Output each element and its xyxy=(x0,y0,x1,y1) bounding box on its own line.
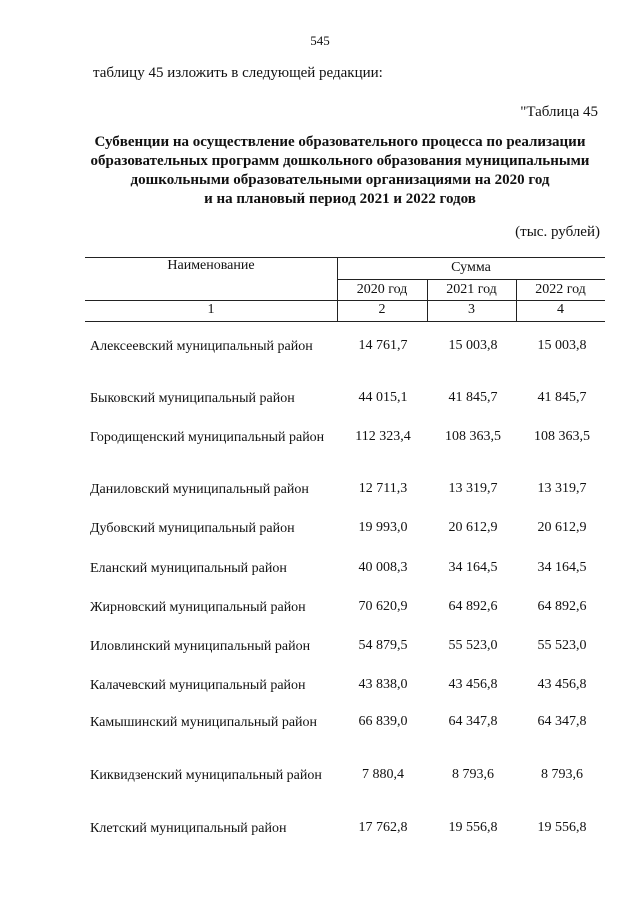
header-name: Наименование xyxy=(167,258,255,273)
row-value-2020: 17 762,8 xyxy=(358,820,408,835)
row-value-2021: 41 845,7 xyxy=(448,390,498,405)
row-value-2020: 70 620,9 xyxy=(358,599,408,614)
col-number-4: 4 xyxy=(557,302,564,317)
row-value-2020: 43 838,0 xyxy=(358,677,408,692)
row-value-2022: 64 347,8 xyxy=(537,714,587,729)
header-year-2021: 2021 год xyxy=(446,282,497,297)
row-value-2021: 108 363,5 xyxy=(445,429,501,444)
row-name: Киквидзенский муниципальный район xyxy=(90,768,322,783)
row-value-2021: 64 892,6 xyxy=(448,599,498,614)
page-number: 545 xyxy=(310,33,330,48)
row-value-2021: 19 556,8 xyxy=(448,820,498,835)
row-name: Иловлинский муниципальный район xyxy=(90,639,311,654)
row-value-2022: 19 556,8 xyxy=(537,820,587,835)
row-value-2022: 43 456,8 xyxy=(537,677,587,692)
table-label: "Таблица 45 xyxy=(520,104,598,120)
row-value-2021: 34 164,5 xyxy=(448,560,498,575)
row-value-2020: 19 993,0 xyxy=(358,520,408,535)
row-name: Быковский муниципальный район xyxy=(90,391,295,406)
row-value-2022: 13 319,7 xyxy=(537,481,587,496)
col-number-2: 2 xyxy=(378,302,386,317)
row-value-2022: 41 845,7 xyxy=(537,390,587,405)
col-number-3: 3 xyxy=(468,302,475,317)
intro-text: таблицу 45 изложить в следующей редакции: xyxy=(93,65,383,81)
rule-header-bottom xyxy=(85,321,605,322)
row-value-2021: 43 456,8 xyxy=(448,677,498,692)
col-number-1: 1 xyxy=(207,302,215,317)
row-value-2021: 64 347,8 xyxy=(448,714,498,729)
rule-sum xyxy=(337,279,605,280)
row-value-2022: 108 363,5 xyxy=(534,429,590,444)
row-name: Клетский муниципальный район xyxy=(90,821,287,836)
title-line: дошкольными образовательными организациями на 2020 год xyxy=(130,172,550,188)
row-value-2022: 64 892,6 xyxy=(537,599,587,614)
units-label: (тыс. рублей) xyxy=(515,224,600,240)
row-name: Камышинский муниципальный район xyxy=(90,715,318,730)
title-line: Субвенции на осуществление образовательного процесса по реализации xyxy=(94,134,586,150)
header-year-2020: 2020 год xyxy=(356,282,408,297)
title-line: и на плановый период 2021 и 2022 годов xyxy=(204,191,476,207)
row-value-2020: 66 839,0 xyxy=(358,714,408,729)
row-name: Еланский муниципальный район xyxy=(90,561,287,576)
row-value-2020: 7 880,4 xyxy=(362,767,404,782)
rule-years xyxy=(85,300,605,301)
row-value-2021: 20 612,9 xyxy=(448,520,498,535)
row-value-2021: 55 523,0 xyxy=(448,638,498,653)
row-name: Жирновский муниципальный район xyxy=(90,600,306,615)
row-name: Алексеевский муниципальный район xyxy=(90,339,313,354)
row-name: Дубовский муниципальный район xyxy=(90,521,295,536)
row-value-2020: 12 711,3 xyxy=(358,481,408,496)
row-name: Даниловский муниципальный район xyxy=(90,482,309,497)
row-value-2022: 15 003,8 xyxy=(537,338,587,353)
row-value-2021: 8 793,6 xyxy=(452,767,494,782)
row-value-2020: 54 879,5 xyxy=(358,638,408,653)
row-value-2021: 15 003,8 xyxy=(448,338,498,353)
table-title xyxy=(60,133,620,209)
row-name: Калачевский муниципальный район xyxy=(90,678,306,693)
row-value-2022: 55 523,0 xyxy=(537,638,587,653)
header-sum: Сумма xyxy=(451,260,491,275)
row-value-2022: 20 612,9 xyxy=(537,520,587,535)
row-value-2020: 40 008,3 xyxy=(358,560,408,575)
row-value-2020: 14 761,7 xyxy=(358,338,408,353)
row-value-2022: 34 164,5 xyxy=(537,560,587,575)
row-name: Городищенский муниципальный район xyxy=(90,430,325,445)
row-value-2020: 44 015,1 xyxy=(358,390,408,405)
row-value-2020: 112 323,4 xyxy=(355,429,411,444)
row-value-2021: 13 319,7 xyxy=(448,481,498,496)
header-year-2022: 2022 год xyxy=(535,282,586,297)
title-line: образовательных программ дошкольного образования муниципальными xyxy=(90,153,590,169)
row-value-2022: 8 793,6 xyxy=(541,767,583,782)
